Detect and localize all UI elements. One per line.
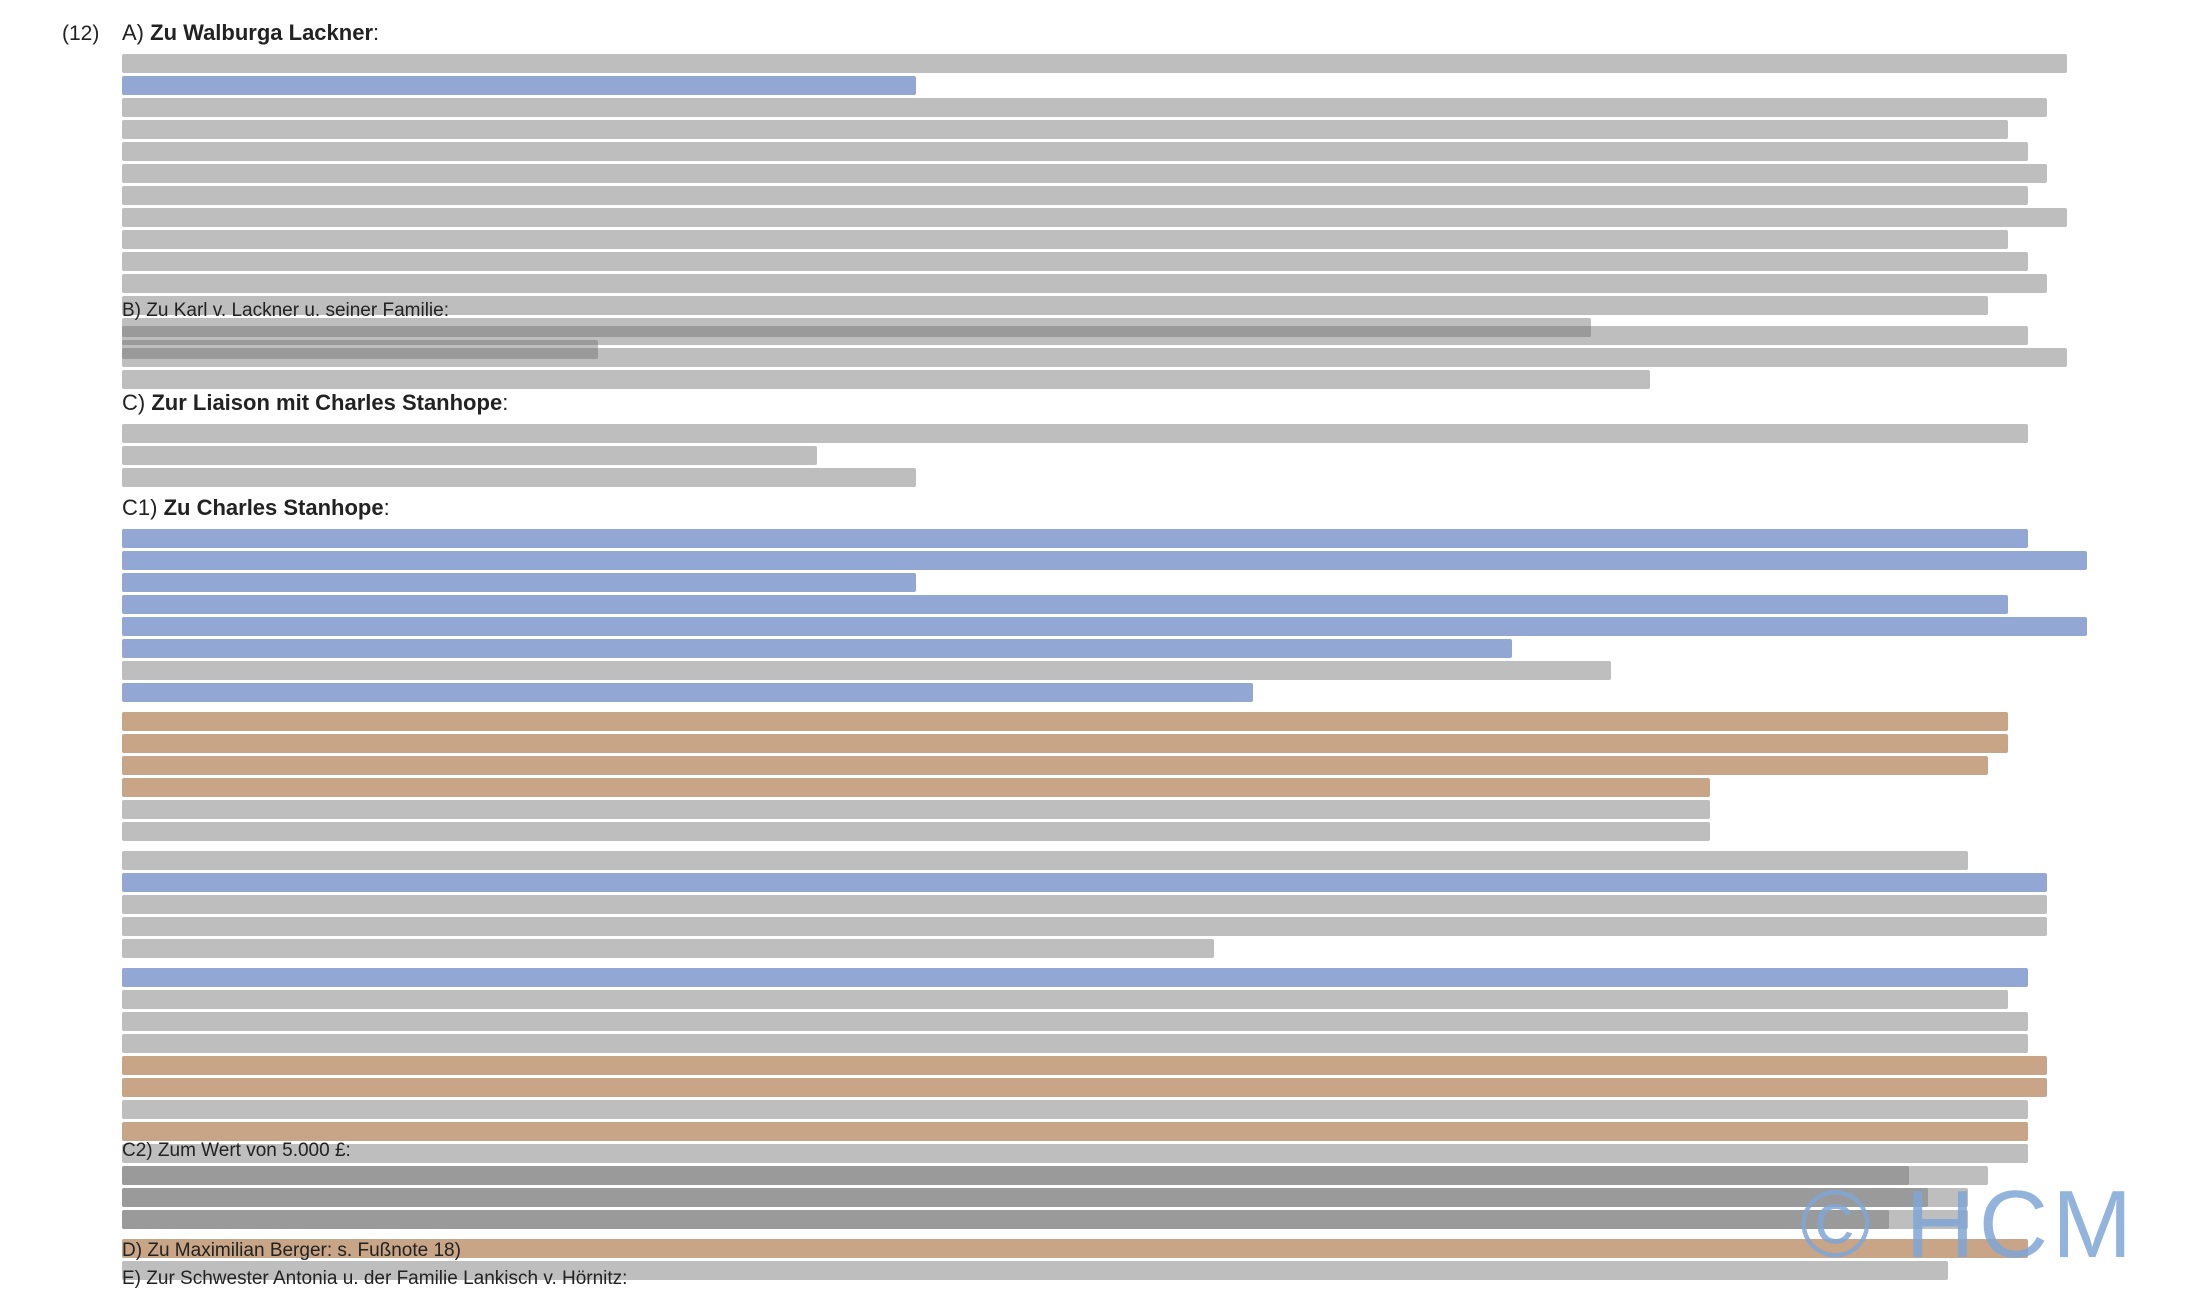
copyright-watermark: © HCM [1800, 1171, 2137, 1278]
section-a-heading: A) Zu Walburga Lackner: [122, 20, 380, 45]
section-c [122, 390, 2107, 490]
section-d-title: Zu Maximilian Berger: s. Fußnote 18) [147, 1240, 461, 1261]
section-c1-body [122, 712, 2107, 841]
section-a-letter: A) [122, 20, 144, 45]
section-c-body [122, 424, 2107, 487]
section-e-letter: E) [122, 1268, 141, 1289]
section-c2-letter: C2) [122, 1140, 153, 1161]
section-c1-refs [122, 529, 2107, 702]
section-a-title: Zu Walburga Lackner [150, 20, 374, 45]
section-b-body [122, 326, 2107, 389]
section-c2-heading [122, 1140, 2107, 1162]
section-c2-title: Zum Wert von 5.000 £: [157, 1140, 351, 1161]
section-b-letter: B) [122, 300, 141, 321]
section-c1-letter: C1) [122, 495, 158, 520]
section-c-title: Zur Liaison mit Charles Stanhope [151, 390, 503, 415]
section-b-heading [122, 300, 2107, 322]
section-d-letter: D) [122, 1240, 143, 1261]
section-c-letter: C) [122, 390, 146, 415]
section-b [122, 300, 2107, 392]
section-e-title: Zur Schwester Antonia u. der Familie Lankisch v. Hörnitz: [146, 1268, 628, 1289]
footnote-number: (12) [62, 22, 100, 45]
section-c-heading: C) Zur Liaison mit Charles Stanhope: [122, 390, 509, 415]
section-b-title: Zu Karl v. Lackner u. seiner Familie: [146, 300, 449, 321]
section-c1-body-2 [122, 851, 2107, 958]
section-c1-title: Zu Charles Stanhope [163, 495, 384, 520]
section-c1-heading: C1) Zu Charles Stanhope: [122, 495, 390, 520]
